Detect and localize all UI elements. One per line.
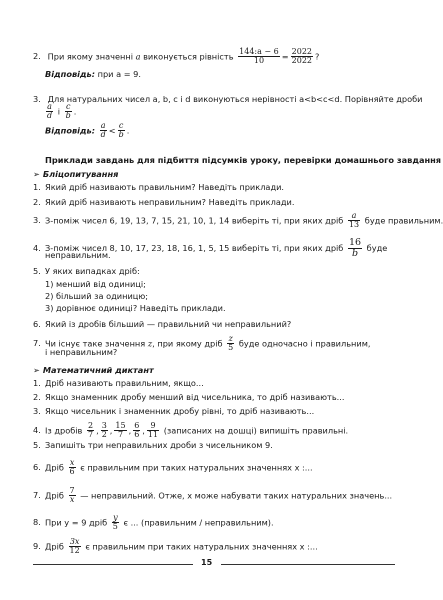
q3-fractions: $\frac{a}{d}$ і $\frac{c}{b}$ . bbox=[47, 102, 77, 121]
fraction: $\frac{2022}{2022}$ bbox=[291, 47, 313, 66]
q2-answer: Відповідь: при a = 9. bbox=[45, 69, 141, 79]
fraction: $\frac{16}{b}$ bbox=[348, 237, 362, 259]
list-item: 2. Який дріб називають неправильним? Наведіть приклади. bbox=[33, 197, 295, 207]
fraction: $\frac{a}{13}$ bbox=[348, 211, 360, 230]
list-item: 7. Чи існує таке значення z, при якому дріб $\frac{z}{5}$ буде одночасно і правильним, bbox=[33, 334, 371, 353]
fraction: $\frac{3}{2}$ bbox=[101, 421, 107, 440]
fraction: $\frac{z}{5}$ bbox=[228, 334, 234, 353]
footer-rule-right bbox=[221, 564, 395, 565]
option-item: 1) менший від одиниці; bbox=[45, 279, 146, 289]
page-number: 15 bbox=[201, 558, 213, 567]
arrow-bullet-icon: ➢ bbox=[33, 365, 40, 375]
list-item: 6. Який із дробів більший — правильний чи неправильний? bbox=[33, 319, 292, 329]
list-item: 7. Дріб $\frac{7}{x}$ — неправильний. Отже, x може набувати таких натуральних значень... bbox=[33, 486, 393, 505]
fraction: $\frac{7}{x}$ bbox=[69, 486, 75, 505]
list-item: 4. З-поміж чисел 8, 10, 17, 23, 18, 16, 1, 5, 15 виберіть ті, при яких дріб $\frac{16}{b}$ буде bbox=[33, 237, 388, 259]
list-item: 1. Який дріб називають правильним? Наведіть приклади. bbox=[33, 182, 285, 192]
q3-answer: Відповідь: $\frac{a}{d}$ < $\frac{c}{b}$ . bbox=[45, 121, 130, 140]
fraction: $\frac{y}{5}$ bbox=[112, 513, 118, 532]
q2-line: 2. При якому значенні a виконується рівність $\frac{144:a - 6}{10}$ = $\frac{2022}{2022}$ ? bbox=[33, 47, 320, 66]
arrow-bullet-icon: ➢ bbox=[33, 169, 40, 179]
list-item: 3. Якщо чисельник і знаменник дробу рівні, то дріб називають... bbox=[33, 406, 315, 416]
list-item: 8. При y = 9 дріб $\frac{y}{5}$ є ... (правильним / неправильним). bbox=[33, 513, 274, 532]
list-item: 5. У яких випадках дріб: bbox=[33, 266, 140, 276]
fraction: $\frac{15}{7}$ bbox=[115, 421, 126, 440]
list-item: 5. Запишіть три неправильних дроби з чисельником 9. bbox=[33, 440, 273, 450]
option-item: 3) дорівнює одиниці? Наведіть приклади. bbox=[45, 303, 226, 313]
blitz-heading: ➢ Бліцопитування bbox=[33, 169, 119, 179]
option-item: 2) більший за одиницю; bbox=[45, 291, 148, 301]
item-number: 2. bbox=[33, 51, 41, 62]
fraction: $\frac{144:a - 6}{10}$ bbox=[239, 47, 279, 66]
fraction: $\frac{9}{11}$ bbox=[147, 421, 159, 440]
list-item-continuation: неправильним. bbox=[45, 250, 111, 260]
fraction: $\frac{c}{b}$ bbox=[65, 102, 71, 121]
list-item: 2. Якщо знаменник дробу менший від чисельника, то дріб називають... bbox=[33, 392, 345, 402]
section-title: Приклади завдань для підбиття підсумків уроку, перевірки домашнього завдання bbox=[45, 155, 442, 165]
fraction: $\frac{c}{b}$ bbox=[118, 121, 124, 140]
fraction: $\frac{3x}{12}$ bbox=[69, 537, 80, 556]
list-item: 1. Дріб називають правильним, якщо... bbox=[33, 378, 204, 388]
fraction: $\frac{a}{d}$ bbox=[100, 121, 106, 140]
item-number: 3. bbox=[33, 94, 41, 104]
list-item: 4. Із дробів $\frac{2}{7}$ , $\frac{3}{2}$ , $\frac{15}{7}$ , $\frac{6}{6}$ , $\frac{9}{11}$ (записаних на дошці) випишіть правильні. bbox=[33, 421, 349, 440]
dictation-heading: ➢ Математичний диктант bbox=[33, 365, 154, 375]
fraction: $\frac{a}{d}$ bbox=[47, 102, 53, 121]
q3-line: 3. Для натуральних чисел a, b, c і d виконуються нерівності a<b<c<d. Порівняйте дроби bbox=[33, 94, 423, 104]
list-item-continuation: і неправильним? bbox=[45, 347, 118, 357]
list-item: 6. Дріб $\frac{x}{6}$ є правильним при таких натуральних значеннях x :... bbox=[33, 458, 313, 477]
fraction: $\frac{x}{6}$ bbox=[69, 458, 75, 477]
footer-rule-left bbox=[33, 564, 193, 565]
fraction: $\frac{6}{6}$ bbox=[134, 421, 140, 440]
list-item: 9. Дріб $\frac{3x}{12}$ є правильним при таких натуральних значеннях x :... bbox=[33, 537, 318, 556]
fraction: $\frac{2}{7}$ bbox=[88, 421, 94, 440]
list-item: 3. З-поміж чисел 6, 19, 13, 7, 15, 21, 10, 1, 14 виберіть ті, при яких дріб $\frac{a}{13}$ буде правильним. bbox=[33, 211, 443, 230]
